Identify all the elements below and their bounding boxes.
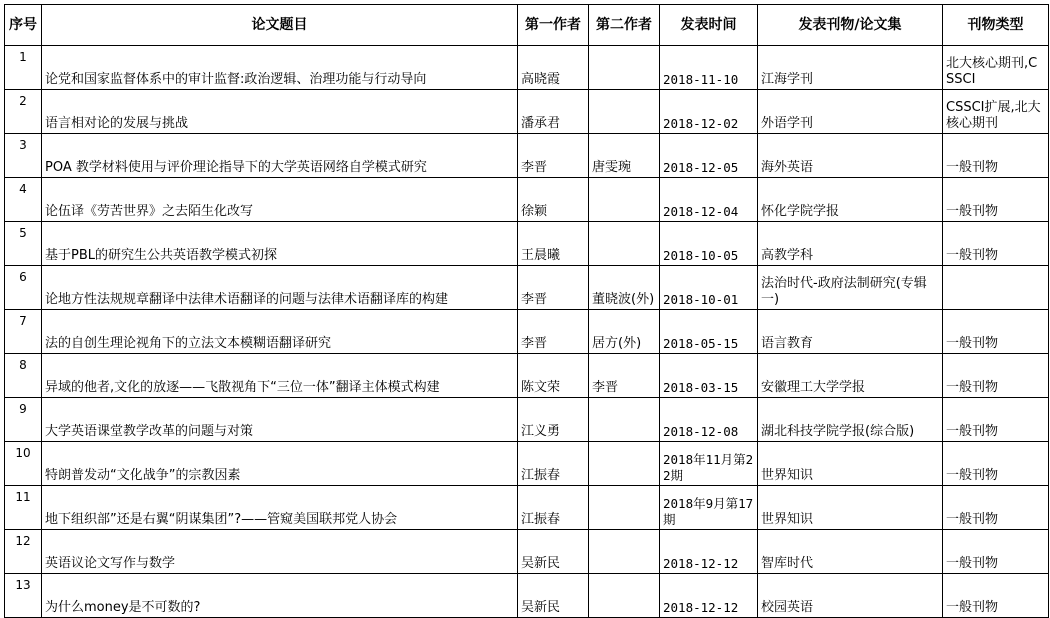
table-row — [5, 178, 1049, 222]
cell-journal: 智库时代 — [758, 530, 943, 574]
cell-first-author: 潘承君 — [518, 90, 589, 134]
cell-date: 2018-12-12 — [660, 574, 758, 618]
cell-second-author — [589, 178, 660, 222]
cell-date: 2018-12-08 — [660, 398, 758, 442]
cell-date: 2018-12-04 — [660, 178, 758, 222]
cell-first-author: 李晋 — [518, 310, 589, 354]
cell-num: 10 — [5, 442, 42, 486]
table-row — [5, 266, 1049, 310]
header-journal-type: 刊物类型 — [943, 5, 1049, 46]
cell-date: 2018-10-05 — [660, 222, 758, 266]
cell-second-author: 董晓波(外) — [589, 266, 660, 310]
cell-first-author: 江振春 — [518, 486, 589, 530]
cell-num: 4 — [5, 178, 42, 222]
header-title: 论文题目 — [42, 5, 518, 46]
cell-journal-type — [943, 266, 1049, 310]
cell-second-author — [589, 222, 660, 266]
cell-journal-type: 一般刊物 — [943, 530, 1049, 574]
cell-first-author: 吴新民 — [518, 530, 589, 574]
table-row — [5, 310, 1049, 354]
cell-first-author: 江义勇 — [518, 398, 589, 442]
cell-title: 论党和国家监督体系中的审计监督:政治逻辑、治理功能与行动导向 — [42, 46, 518, 90]
cell-second-author — [589, 442, 660, 486]
cell-title: 地下组织部”还是右翼“阴谋集团”?——管窥美国联邦党人协会 — [42, 486, 518, 530]
cell-second-author — [589, 90, 660, 134]
cell-first-author: 陈文荣 — [518, 354, 589, 398]
cell-journal: 安徽理工大学学报 — [758, 354, 943, 398]
cell-journal-type: 一般刊物 — [943, 178, 1049, 222]
cell-journal-type: 一般刊物 — [943, 354, 1049, 398]
cell-num: 9 — [5, 398, 42, 442]
cell-title: 英语议论文写作与数学 — [42, 530, 518, 574]
cell-journal: 海外英语 — [758, 134, 943, 178]
cell-title: 特朗普发动“文化战争”的宗教因素 — [42, 442, 518, 486]
cell-second-author — [589, 530, 660, 574]
cell-second-author — [589, 486, 660, 530]
table-row — [5, 530, 1049, 574]
cell-first-author: 李晋 — [518, 266, 589, 310]
table-row — [5, 134, 1049, 178]
cell-num: 5 — [5, 222, 42, 266]
cell-title: 为什么money是不可数的? — [42, 574, 518, 618]
cell-title: 大学英语课堂教学改革的问题与对策 — [42, 398, 518, 442]
papers-table — [4, 4, 1049, 618]
table-row — [5, 574, 1049, 618]
cell-date: 2018-12-02 — [660, 90, 758, 134]
table-row — [5, 354, 1049, 398]
cell-journal-type: 一般刊物 — [943, 574, 1049, 618]
table-row — [5, 398, 1049, 442]
cell-num: 13 — [5, 574, 42, 618]
cell-title: POA 教学材料使用与评价理论指导下的大学英语网络自学模式研究 — [42, 134, 518, 178]
header-second-author: 第二作者 — [589, 5, 660, 46]
cell-num: 6 — [5, 266, 42, 310]
cell-date: 2018-11-10 — [660, 46, 758, 90]
cell-date: 2018-12-12 — [660, 530, 758, 574]
cell-num: 8 — [5, 354, 42, 398]
cell-title: 基于PBL的研究生公共英语教学模式初探 — [42, 222, 518, 266]
header-first-author: 第一作者 — [518, 5, 589, 46]
cell-journal: 校园英语 — [758, 574, 943, 618]
cell-num: 2 — [5, 90, 42, 134]
cell-second-author — [589, 398, 660, 442]
cell-first-author: 吴新民 — [518, 574, 589, 618]
cell-journal: 外语学刊 — [758, 90, 943, 134]
cell-date: 2018-12-05 — [660, 134, 758, 178]
header-journal: 发表刊物/论文集 — [758, 5, 943, 46]
cell-title: 法的自创生理论视角下的立法文本模糊语翻译研究 — [42, 310, 518, 354]
cell-num: 7 — [5, 310, 42, 354]
cell-journal-type: 一般刊物 — [943, 486, 1049, 530]
cell-journal: 怀化学院学报 — [758, 178, 943, 222]
cell-first-author: 江振春 — [518, 442, 589, 486]
cell-journal-type: 一般刊物 — [943, 134, 1049, 178]
cell-journal: 世界知识 — [758, 442, 943, 486]
cell-second-author — [589, 46, 660, 90]
header-num: 序号 — [5, 5, 42, 46]
cell-title: 语言相对论的发展与挑战 — [42, 90, 518, 134]
cell-num: 1 — [5, 46, 42, 90]
cell-date: 2018-10-01 — [660, 266, 758, 310]
table-row — [5, 486, 1049, 530]
cell-date: 2018-03-15 — [660, 354, 758, 398]
cell-journal-type: 一般刊物 — [943, 222, 1049, 266]
header-row — [5, 5, 1049, 46]
cell-journal-type: CSSCI扩展,北大核心期刊 — [943, 90, 1049, 134]
table-row — [5, 90, 1049, 134]
cell-num: 3 — [5, 134, 42, 178]
cell-num: 12 — [5, 530, 42, 574]
table-body — [5, 46, 1049, 618]
cell-title: 论地方性法规规章翻译中法律术语翻译的问题与法律术语翻译库的构建 — [42, 266, 518, 310]
cell-second-author: 居方(外) — [589, 310, 660, 354]
cell-first-author: 王晨曦 — [518, 222, 589, 266]
table-row — [5, 46, 1049, 90]
header-date: 发表时间 — [660, 5, 758, 46]
cell-first-author: 徐颖 — [518, 178, 589, 222]
cell-journal: 世界知识 — [758, 486, 943, 530]
table-row — [5, 442, 1049, 486]
cell-date: 2018-05-15 — [660, 310, 758, 354]
cell-journal: 湖北科技学院学报(综合版) — [758, 398, 943, 442]
cell-first-author: 李晋 — [518, 134, 589, 178]
cell-date: 2018年11月第22期 — [660, 442, 758, 486]
cell-title: 异域的他者,文化的放逐——飞散视角下“三位一体”翻译主体模式构建 — [42, 354, 518, 398]
cell-second-author: 唐雯琬 — [589, 134, 660, 178]
cell-journal-type: 一般刊物 — [943, 398, 1049, 442]
cell-journal-type: 一般刊物 — [943, 442, 1049, 486]
cell-journal: 江海学刊 — [758, 46, 943, 90]
cell-journal: 高教学科 — [758, 222, 943, 266]
cell-journal-type: 北大核心期刊,CSSCI — [943, 46, 1049, 90]
cell-journal: 语言教育 — [758, 310, 943, 354]
cell-journal-type: 一般刊物 — [943, 310, 1049, 354]
cell-title: 论伍译《劳苦世界》之去陌生化改写 — [42, 178, 518, 222]
cell-journal: 法治时代-政府法制研究(专辑一) — [758, 266, 943, 310]
cell-num: 11 — [5, 486, 42, 530]
cell-first-author: 高晓霞 — [518, 46, 589, 90]
table-row — [5, 222, 1049, 266]
cell-second-author — [589, 574, 660, 618]
cell-second-author: 李晋 — [589, 354, 660, 398]
cell-date: 2018年9月第17期 — [660, 486, 758, 530]
